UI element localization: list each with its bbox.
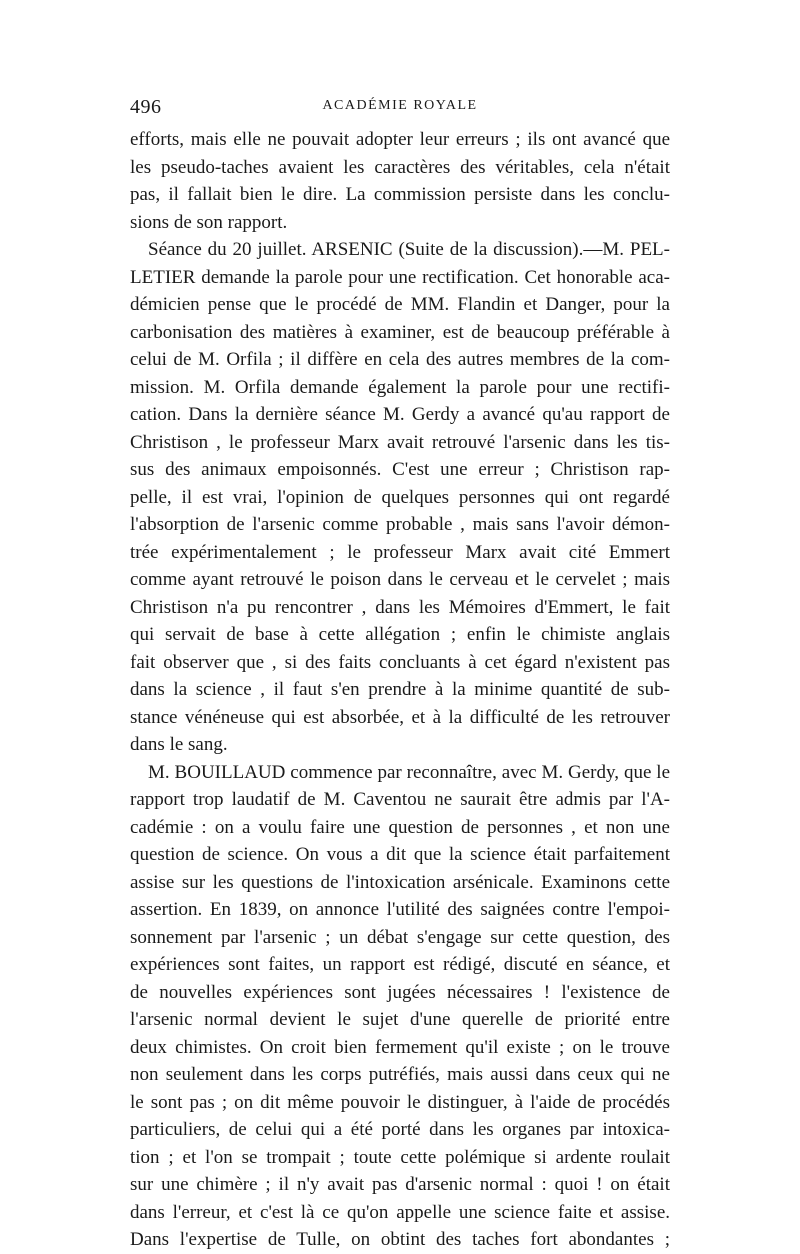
text-line: assise sur les questions de l'intoxication arsénicale. Examinons cette bbox=[130, 871, 670, 893]
text-line: dans le sang. bbox=[130, 734, 228, 755]
text-line: trée expérimentalement ; le professeur Marx avait cité Emmert bbox=[130, 541, 670, 563]
text-line: sonnement par l'arsenic ; un débat s'engage sur cette question, des bbox=[130, 926, 670, 948]
text-line: celui de M. Orfila ; il diffère en cela des autres membres de la com- bbox=[130, 349, 670, 370]
text-line: Christison n'a pu rencontrer , dans les Mémoires d'Emmert, le fait bbox=[130, 596, 670, 618]
text-line: deux chimistes. On croit bien fermement qu'il existe ; on le trouve bbox=[130, 1036, 670, 1058]
text-line: expériences sont faites, un rapport est rédigé, discuté en séance, et bbox=[130, 954, 670, 975]
text-line: pas, il fallait bien le dire. La commission persiste dans les conclu- bbox=[130, 184, 670, 205]
text-line: l'arsenic normal devient le sujet d'une querelle de priorité entre bbox=[130, 1009, 670, 1030]
text-line: cation. Dans la dernière séance M. Gerdy a avancé qu'au rapport de bbox=[130, 404, 670, 425]
text-line: fait observer que , si des faits concluants à cet égard n'existent pas bbox=[130, 651, 670, 673]
text-line: de nouvelles expériences sont jugées nécessaires ! l'existence de bbox=[130, 981, 670, 1003]
text-line: particuliers, de celui qui a été porté dans les organes par intoxica- bbox=[130, 1119, 670, 1140]
text-line: sus des animaux empoisonnés. C'est une erreur ; Christison rap- bbox=[130, 459, 670, 480]
text-line: dans la science , il faut s'en prendre à la minime quantité de sub- bbox=[130, 679, 670, 700]
text-line: question de science. On vous a dit que la science était parfaitement bbox=[130, 844, 670, 865]
text-line: mission. M. Orfila demande également la parole pour une rectifi- bbox=[130, 376, 670, 398]
text-line: M. BOUILLAUD commence par reconnaître, avec M. Gerdy, que le bbox=[148, 761, 670, 783]
document-page bbox=[130, 96, 670, 1254]
text-line: rapport trop laudatif de M. Caventou ne saurait être admis par l'A- bbox=[130, 789, 670, 810]
text-line: stance vénéneuse qui est absorbée, et à la difficulté de les retrouver bbox=[130, 706, 670, 728]
text-line: sur une chimère ; il n'y avait pas d'arsenic normal : quoi ! on était bbox=[130, 1174, 670, 1195]
text-line: assertion. En 1839, on annonce l'utilité des saignées contre l'empoi- bbox=[130, 899, 670, 920]
text-line: cadémie : on a voulu faire une question de personnes , et non une bbox=[130, 816, 670, 838]
running-title: ACADÉMIE ROYALE bbox=[322, 98, 478, 113]
page-header bbox=[130, 96, 670, 126]
text-line: Christison , le professeur Marx avait retrouvé l'arsenic dans les tis- bbox=[130, 431, 670, 453]
text-line: non seulement dans les corps putréfiés, mais aussi dans ceux qui ne bbox=[130, 1064, 670, 1085]
text-line: le sont pas ; on dit même pouvoir le distinguer, à l'aide de procédés bbox=[130, 1091, 670, 1113]
text-line: l'absorption de l'arsenic comme probable , mais sans l'avoir démon- bbox=[130, 514, 670, 535]
text-line: Dans l'expertise de Tulle, on obtint des taches fort abondantes ; bbox=[130, 1229, 670, 1250]
text-line: dans l'erreur, et c'est là ce qu'on appelle une science faite et assise. bbox=[130, 1201, 670, 1223]
page-number: 496 bbox=[130, 96, 162, 118]
body-text bbox=[130, 126, 670, 1254]
text-line: Séance du 20 juillet. ARSENIC (Suite de la discussion).—M. PEL- bbox=[148, 239, 670, 260]
text-line: sions de son rapport. bbox=[130, 211, 288, 233]
text-line: comme ayant retrouvé le poison dans le cerveau et le cervelet ; mais bbox=[130, 569, 670, 590]
text-line: qui servait de base à cette allégation ; enfin le chimiste anglais bbox=[130, 624, 670, 645]
text-line: tion ; et l'on se trompait ; toute cette polémique si ardente roulait bbox=[130, 1146, 670, 1168]
text-line: démicien pense que le procédé de MM. Flandin et Danger, pour la bbox=[130, 294, 670, 315]
text-line: pelle, il est vrai, l'opinion de quelques personnes qui ont regardé bbox=[130, 486, 670, 508]
text-line: LETIER demande la parole pour une rectification. Cet honorable aca- bbox=[130, 266, 670, 288]
text-line: carbonisation des matières à examiner, est de beaucoup préférable à bbox=[130, 321, 670, 343]
text-line: les pseudo-taches avaient les caractères des véritables, cela n'était bbox=[130, 156, 670, 178]
text-line: efforts, mais elle ne pouvait adopter leur erreurs ; ils ont avancé que bbox=[130, 129, 670, 150]
